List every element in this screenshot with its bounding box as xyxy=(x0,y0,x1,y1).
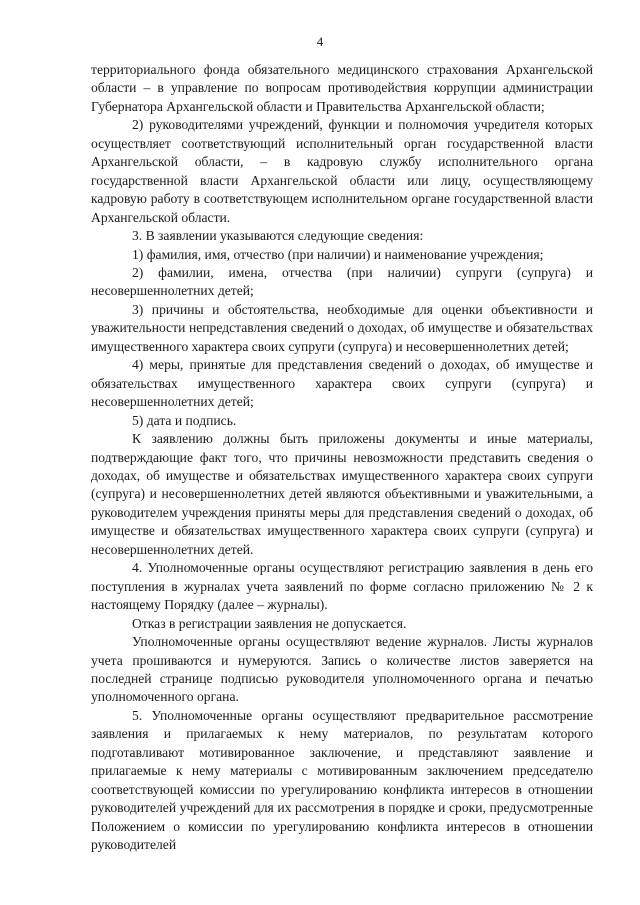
paragraph: 2) руководителями учреждений, функции и полномочия учредителя которых осуществляет соответствующий исполнительный орган государственной власти Архангельской области, – в кадровую службу исполнительного органа государственной власти Архангельской области или лицу, осуществляющему кадровую работу в соответствующем исполнительном органе государственной власти Архангельской области. xyxy=(91,117,593,225)
paragraph: 5. Уполномоченные органы осуществляют предварительное рассмотрение заявления и прилагаемых к нему материалов, по результатам которого подготавливают мотивированное заключение, и представляют заявление и прилагаемые к нему материалы с мотивированным заключением председателю соответствующей комиссии по урегулированию конфликта интересов в отношении руководителей учреждений для их рассмотрения в порядке и сроки, предусмотренные Положением о комиссии по урегулированию конфликта интересов в отношении руководителей xyxy=(91,707,593,853)
paragraph: территориального фонда обязательного медицинского страхования Архангельской области – в управление по вопросам противодействия коррупции администрации Губернатора Архангельской области и Правительства Архангельской области; xyxy=(91,62,593,114)
paragraph: 4. Уполномоченные органы осуществляют регистрацию заявления в день его поступления в журналах учета заявлений по форме согласно приложению № 2 к настоящему Порядку (далее – журналы). xyxy=(91,560,593,613)
paragraph: 3) причины и обстоятельства, необходимые для оценки объективности и уважительности непредставления сведений о доходах, об имуществе и обязательствах имущественного характера своих супруги (супруга) и несовершеннолетних детей; xyxy=(91,301,593,354)
paragraph: 3. В заявлении указываются следующие сведения: xyxy=(132,228,424,244)
paragraph: 1) фамилия, имя, отчество (при наличии) и наименование учреждения; xyxy=(132,246,544,262)
paragraph: 2) фамилии, имена, отчества (при наличии) супруги (супруга) и несовершеннолетних детей; xyxy=(91,264,593,299)
paragraph: Уполномоченные органы осуществляют ведение журналов. Листы журналов учета прошиваются и нумеруются. Запись о количестве листов заверяется на последней странице подписью руководителя уполномоченного органа и печатью уполномоченного органа. xyxy=(91,634,593,705)
paragraph: К заявлению должны быть приложены документы и иные материалы, подтверждающие факт того, что причины невозможности представить сведения о доходах, об имуществе и обязательствах имущественного характера своих супруги (супруга) и несовершеннолетних детей являются объективными и уважительными, а руководителем учреждения приняты меры для представления сведений о доходах, об имуществе и обязательствах имущественного характера своих супруги (супруга) и несовершеннолетних детей. xyxy=(91,431,593,557)
page-number: 4 xyxy=(316,34,324,49)
document-body xyxy=(91,61,593,854)
paragraph: Отказ в регистрации заявления не допускается. xyxy=(132,615,407,631)
paragraph: 5) дата и подпись. xyxy=(132,412,237,428)
paragraph: 4) меры, принятые для представления сведений о доходах, об имуществе и обязательствах имущественного характера своих супруги (супруга) и несовершеннолетних детей; xyxy=(91,357,593,410)
